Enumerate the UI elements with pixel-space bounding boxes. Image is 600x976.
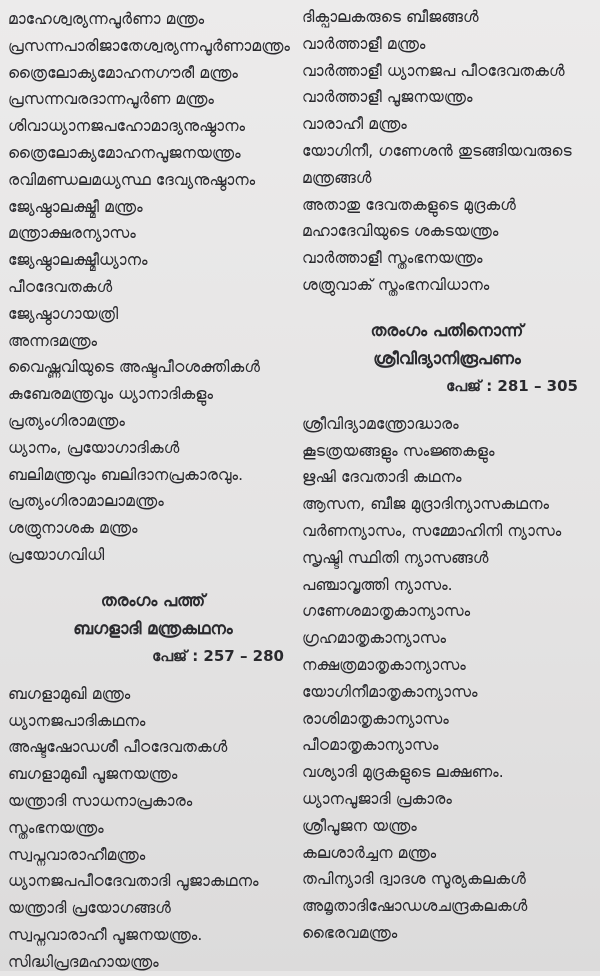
toc-entry: ത്രൈലോക്യമോഹനപൂജനയന്ത്രം xyxy=(8,143,241,162)
chapter-subheading: ബഗളാദി മന്ത്രകഥനം xyxy=(73,618,233,638)
toc-entry: അമൃതാദിഷോഡശചന്ദ്രകലകൾ xyxy=(302,897,528,916)
chapter-page-range: പേജ് : 257 – 280 xyxy=(152,646,284,665)
toc-entry: ജ്യേഷ്ഠാലക്ഷ്മീ മന്ത്രം xyxy=(8,197,143,216)
toc-entry: സ്വപ്നവാരാഹീമന്ത്രം xyxy=(8,845,146,864)
toc-entry: മാഹേശ്വര്യന്നപൂർണാ മന്ത്രം xyxy=(8,10,205,28)
toc-entry: കലശാർച്ചന മന്ത്രം xyxy=(302,843,437,862)
toc-entry: പഞ്ചാവൃത്തി ന്യാസം. xyxy=(302,575,453,594)
toc-entry: കുബേരമന്ത്രവും ധ്യാനാദികളും xyxy=(8,385,214,404)
toc-entry: നക്ഷത്രമാതൃകാന്യാസം xyxy=(302,655,466,674)
toc-entry: ബലിമന്ത്രവും ബലിദാനപ്രകാരവും. xyxy=(8,465,244,484)
toc-entry: ഋഷി ദേവതാദി കഥനം xyxy=(302,468,462,487)
toc-entry: വശ്യാദി മുദ്രകളുടെ ലക്ഷണം. xyxy=(302,763,504,782)
toc-entry: ഭൈരവമന്ത്രം xyxy=(302,923,398,942)
toc-entry: യന്ത്രാദി സാധനാപ്രകാരം xyxy=(8,791,193,810)
chapter-page-range: പേജ് : 281 – 305 xyxy=(446,376,578,395)
chapter-heading: തരംഗം പതിനൊന്ന് xyxy=(370,320,524,340)
toc-entry: മന്ത്രങ്ങൾ xyxy=(302,168,372,187)
toc-entry: യോഗിനീ, ഗണേശൻ തുടങ്ങിയവരുടെ xyxy=(302,141,572,160)
chapter-heading: തരംഗം പത്ത് xyxy=(100,590,206,610)
toc-entry: ശത്രുവാക് സ്തംഭനവിധാനം xyxy=(302,275,490,294)
toc-entry: കൂടത്രയങ്ങളും സംജ്ഞകളും xyxy=(302,441,495,460)
toc-entry: തപിന്യാദി ദ്വാദശ സൂര്യകലകൾ xyxy=(302,870,526,889)
toc-entry: ജ്യേഷ്ഠാഗായത്രി xyxy=(8,304,119,323)
toc-entry: ശിവാധ്യാനജപഹോമാദ്യനുഷ്ഠാനം xyxy=(8,117,246,136)
toc-entry: യന്ത്രാദി പ്രയോഗങ്ങൾ xyxy=(8,899,171,918)
toc-entry: ധ്യാനപൂജാദി പ്രകാരം xyxy=(302,789,452,808)
toc-entry: ശത്രുനാശക മന്ത്രം xyxy=(8,519,138,538)
toc-entry: ബഗളാമുഖി മന്ത്രം xyxy=(8,684,131,703)
toc-entry: ബഗളാമുഖീ പൂജനയന്ത്രം xyxy=(8,765,178,784)
toc-entry: പ്രയോഗവിധി xyxy=(8,545,105,564)
toc-entry: അതാതു ദേവതകളുടെ മുദ്രകൾ xyxy=(302,195,516,214)
right-column xyxy=(302,0,592,947)
toc-entry: ശ്രീവിദ്യാമന്ത്രോദ്ധാരം xyxy=(302,414,459,433)
toc-entry: സ്തംഭനയന്ത്രം xyxy=(8,818,104,837)
toc-entry: പീഠമാതൃകാന്യാസം xyxy=(302,736,439,755)
toc-entry: ആസന, ബീജ മുദ്രാദിന്യാസകഥനം xyxy=(302,495,550,514)
toc-entry: യോഗിനീമാതൃകാന്യാസം xyxy=(302,682,478,701)
toc-entry: അന്നദമന്ത്രം xyxy=(8,331,98,350)
toc-entry: ധ്യാനജപാദികഥനം xyxy=(8,711,146,730)
toc-entry: പ്രത്യംഗിരാമാലാമന്ത്രം xyxy=(8,492,164,511)
toc-entry: മഹാദേവിയുടെ ശകടയന്ത്രം xyxy=(302,222,499,241)
toc-entry: വൈഷ്ണവിയുടെ അഷ്ടപീഠശക്തികൾ xyxy=(8,358,261,377)
toc-entry: പ്രസന്നവരദാന്നപൂർണ മന്ത്രം xyxy=(8,90,215,109)
toc-entry: ത്രൈലോക്യമോഹനഗൗരീ മന്ത്രം xyxy=(8,63,239,82)
toc-entry: ധ്യാനം, പ്രയോഗാദികൾ xyxy=(8,438,180,457)
toc-entry: ജ്യേഷ്ഠാലക്ഷ്മീധ്യാനം xyxy=(8,251,148,270)
toc-entry: രവിമണ്ഡലമധ്യസ്ഥ ദേവ്യനുഷ്ഠാനം xyxy=(8,170,256,189)
toc-entry: വാർത്താളീ പൂജനയന്ത്രം xyxy=(302,88,473,107)
toc-entry: പ്രസന്നപാരിജാതേശ്വര്യന്നപൂർണാമന്ത്രം xyxy=(8,36,290,55)
toc-entry: ഗ്രഹമാതൃകാന്യാസം xyxy=(302,629,447,648)
toc-entry: വാർത്താളീ ധ്യാനജപ പീഠദേവതകൾ xyxy=(302,61,565,80)
toc-entry: മന്ത്രാക്ഷരന്യാസം xyxy=(8,224,136,243)
toc-entry: ദിക്പാലകരുടെ ബീജങ്ങൾ xyxy=(302,8,479,26)
toc-entry: വാർത്താളീ സ്തംഭനയന്ത്രം xyxy=(302,249,483,268)
toc-entry: സ്വപ്നവാരാഹീ പൂജനയന്ത്രം. xyxy=(8,925,203,944)
toc-entry: രാശിമാതൃകാന്യാസം xyxy=(302,709,449,728)
left-column xyxy=(8,0,298,976)
toc-entry: ഗണേശമാതൃകാന്യാസം xyxy=(302,602,471,621)
toc-entry: സിദ്ധിപ്രദമഹായന്ത്രം xyxy=(8,952,159,971)
chapter-subheading: ശ്രീവിദ്യാനിരൂപണം xyxy=(373,348,521,368)
toc-entry: പീഠദേവതകൾ xyxy=(8,277,113,296)
toc-entry: പ്രത്യംഗിരാമന്ത്രം xyxy=(8,411,125,430)
toc-entry: വാർത്താളീ മന്ത്രം xyxy=(302,34,426,53)
toc-entry: വാരാഹീ മന്ത്രം xyxy=(302,115,407,134)
toc-entry: ശ്രീപൂജന യന്ത്രം xyxy=(302,816,417,835)
toc-entry: അഷ്ടഷോഡശീ പീഠദേവതകൾ xyxy=(8,738,228,757)
toc-entry: ധ്യാനജപപീഠദേവതാദി പൂജാകഥനം xyxy=(8,872,259,891)
toc-entry: വർണന്യാസം, സമ്മോഹിനി ന്യാസം xyxy=(302,521,562,540)
toc-entry: സൃഷ്ടി സ്ഥിതി ന്യാസങ്ങൾ xyxy=(302,548,489,567)
